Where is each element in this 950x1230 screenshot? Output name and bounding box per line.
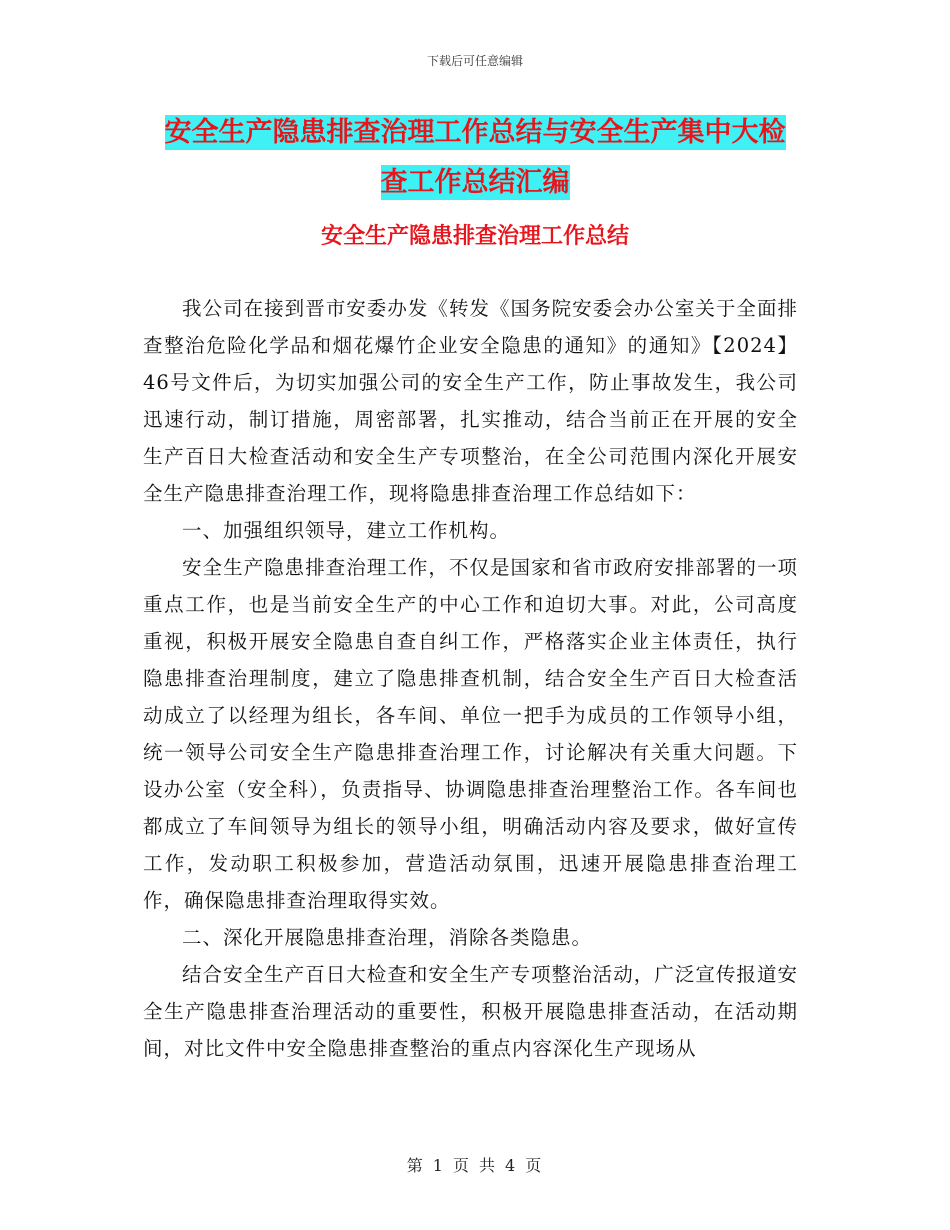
page-footer: [0, 1153, 950, 1176]
document-title: [140, 108, 810, 208]
footer-prefix: 第: [406, 1156, 425, 1175]
section-title: 安全生产隐患排查治理工作总结: [320, 224, 629, 249]
paragraph-intro: 我公司在接到晋市安委办发《转发《国务院安委会办公室关于全面排查整治危险化学品和烟花爆竹企业安全隐患的通知》的通知》【2024】46号文件后，为切实加强公司的安全生产工作，防止事故发生，我公司迅速行动，制订措施，周密部署，扎实推动，结合当前正在开展的安全生产百日大检查活动和安全生产专项整治，在全公司范围内深化开展安全生产隐患排查治理工作，现将隐患排查治理工作总结如下：: [143, 297, 798, 505]
paragraph-investigation: 结合安全生产百日大检查和安全生产专项整治活动，广泛宣传报道安全生产隐患排查治理活动的重要性，积极开展隐患排查活动，在活动期间，对比文件中安全隐患排查整治的重点内容深化生产现场从: [143, 963, 798, 1060]
heading-two: 二、深化开展隐患排查治理，消除各类隐患。: [182, 926, 593, 949]
page-header-note: 下载后可任意编辑: [426, 54, 523, 68]
document-title-line1: 安全生产隐患排查治理工作总结与安全生产集中大检: [164, 117, 786, 148]
paragraph-organization: 安全生产隐患排查治理工作，不仅是国家和省市政府安排部署的一项重点工作，也是当前安全生产的中心工作和迫切大事。对此，公司高度重视，积极开展安全隐患自查自纠工作，严格落实企业主体责任，执行隐患排查治理制度，建立了隐患排查机制，结合安全生产百日大检查活动成立了以经理为组长，各车间、单位一把手为成员的工作领导小组，统一领导公司安全生产隐患排查治理工作，讨论解决有关重大问题。下设办公室（安全科），负责指导、协调隐患排查治理整治工作。各车间也都成立了车间领导为组长的领导小组，明确活动内容及要求，做好宣传工作，发动职工积极参加，营造活动氛围，迅速开展隐患排查治理工作，确保隐患排查治理取得实效。: [143, 556, 798, 912]
footer-of: 页: [452, 1156, 471, 1175]
footer-suffix: 页: [525, 1156, 544, 1175]
heading-one: 一、加强组织领导，建立工作机构。: [182, 519, 511, 542]
document-body: [143, 290, 798, 1067]
footer-total-pages: 4: [505, 1156, 518, 1175]
document-title-line2: 查工作总结汇编: [380, 167, 570, 198]
footer-page-number: 1: [432, 1156, 445, 1175]
footer-total-prefix: 共: [479, 1156, 498, 1175]
